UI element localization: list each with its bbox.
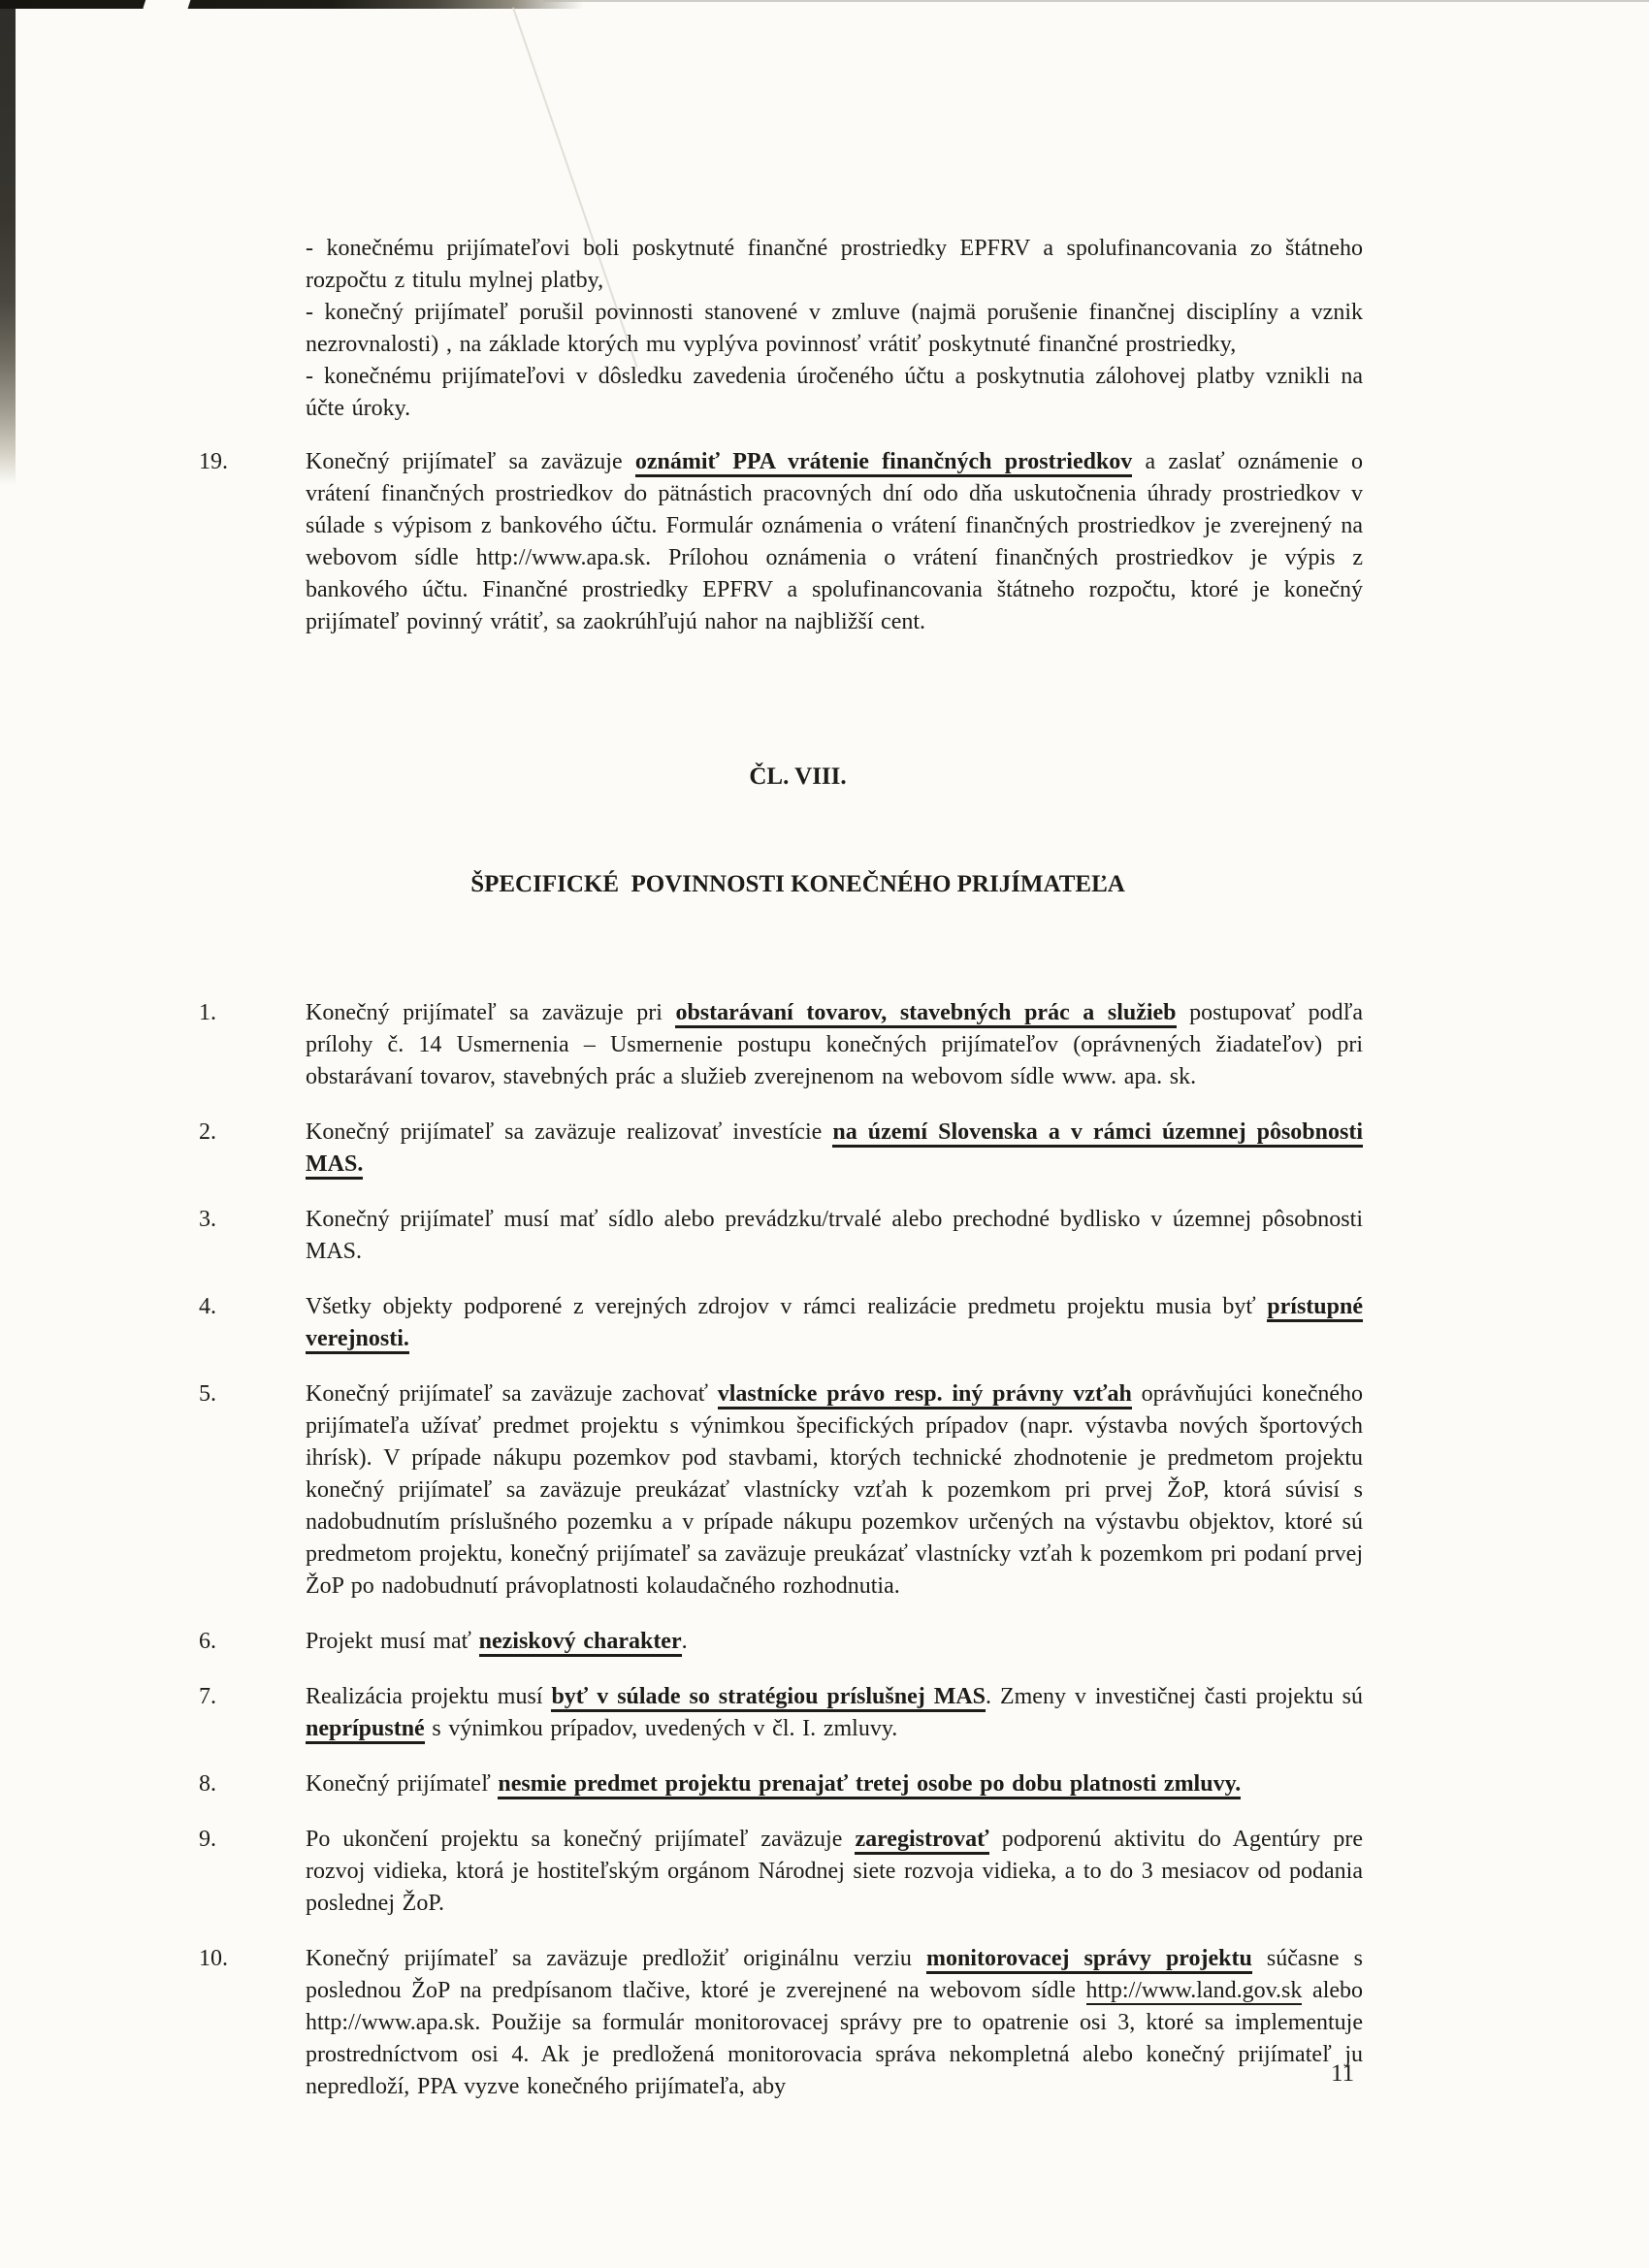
item-text <box>306 1204 1363 1268</box>
item-number: 5. <box>199 1381 216 1407</box>
text-segment: Konečný prijímateľ sa zaväzuje realizovať investície <box>306 1119 833 1145</box>
text-segment: alebo http://www.apa.sk. Použije sa formulár monitorovacej správy pre to opatrenie osi 3, ktoré sa implementuje prostredníctvom osi 4. Ak je predložená monitorovacia správa nekompletná alebo konečný prijímateľ ju nepredloží, PPA vyzve konečného prijímateľa, aby <box>306 1978 1364 2099</box>
list-item-10 <box>199 1943 1363 2103</box>
text-segment: obstarávaní tovarov, stavebných prác a služieb <box>675 1000 1176 1028</box>
item-text <box>306 1824 1363 1920</box>
text-segment: byť v súlade so stratégiou príslušnej MAS <box>551 1684 986 1712</box>
text-segment: s výnimkou prípadov, uvedených v čl. I. zmluvy. <box>424 1716 898 1741</box>
page-number: 11 <box>1331 2060 1355 2087</box>
text-segment: súčasne s poslednou ŽoP na predpísanom tlačive, ktoré je zverejnené na webovom sídle <box>306 1946 1363 2003</box>
item-text <box>306 446 1363 638</box>
list-item-19 <box>199 446 1363 638</box>
list-item-2 <box>199 1117 1363 1181</box>
list-item-3 <box>199 1204 1363 1268</box>
item-number: 8. <box>199 1771 216 1797</box>
text-segment: Projekt musí mať <box>306 1629 479 1654</box>
list-item-1 <box>199 997 1363 1093</box>
item-text <box>306 1768 1363 1800</box>
text-segment: oprávňujúci konečného prijímateľa užívať predmet projektu s výnimkou špecifických prípadov (napr. výstavba nových športových ihrísk). V prípade nákupu pozemkov pod stavbami, ktorých technické zhodnotenie je predmetom projektu konečný prijímateľ sa zaväzuje preukázať vlastnícky vzťah k pozemkom pri prvej ŽoP, ktorá súvisí s nadobudnutím príslušného pozemku a v prípade nákupu pozemkov určených na výstavbu objektov, ktoré sú predmetom projektu, konečný prijímateľ sa zaväzuje preukázať vlastnícky vzťah k pozemkom pri podaní prvej ŽoP po nadobudnutí právoplatnosti kolaudačného rozhodnutia. <box>306 1381 1363 1599</box>
document-body <box>199 233 1363 2126</box>
text-segment: - konečný prijímateľ porušil povinnosti stanovené v zmluve (najmä porušenie finančnej disciplíny a vznik nezrovnalosti) , na základe ktorých mu vyplýva povinnosť vrátiť poskytnuté finančné prostriedky, <box>306 300 1363 357</box>
item-text <box>306 1117 1363 1181</box>
item-text <box>306 997 1363 1093</box>
text-segment: Konečný prijímateľ sa zaväzuje predložiť originálnu verziu <box>306 1946 926 1971</box>
text-segment: nesmie predmet projektu prenajať tretej osobe po dobu platnosti zmluvy. <box>498 1771 1241 1799</box>
text-segment: vlastnícke právo resp. iný právny vzťah <box>718 1381 1132 1409</box>
item-number: 19. <box>199 449 228 474</box>
item-number: 3. <box>199 1207 216 1232</box>
paragraph-dash-3 <box>306 361 1363 425</box>
text-segment: - konečnému prijímateľovi boli poskytnuté finančné prostriedky EPFRV a spolufinancovania zo štátneho rozpočtu z titulu mylnej platby, <box>306 236 1363 293</box>
article-number-heading: ČL. VIII. <box>749 763 847 790</box>
list-item-9 <box>199 1824 1363 1920</box>
text-segment: na území Slovenska a v rámci územnej pôsobnosti MAS. <box>306 1119 1363 1180</box>
item-text <box>306 1943 1363 2103</box>
paragraph-dash-1 <box>306 233 1363 297</box>
item-number: 9. <box>199 1827 216 1852</box>
item-text <box>306 1681 1363 1745</box>
text-segment: - konečnému prijímateľovi v dôsledku zavedenia úročeného účtu a poskytnutia zálohovej platby vznikli na účte úroky. <box>306 364 1363 421</box>
section-heading <box>233 687 1363 974</box>
text-segment: . Zmeny v investičnej časti projektu sú <box>986 1684 1363 1709</box>
text-segment: podporenú aktivitu do Agentúry pre rozvoj vidieka, ktorá je hostiteľským orgánom Národnej siete rozvoja vidieka, a to do 3 mesiacov od podania poslednej ŽoP. <box>306 1827 1363 1916</box>
list-item-5 <box>199 1378 1363 1603</box>
text-segment: a zaslať oznámenie o vrátení finančných prostriedkov do pätnástich pracovných dní odo dňa uskutočnenia úhrady prostriedkov v súlade s výpisom z bankového účtu. Formulár oznámenia o vrátení finančných prostriedkov je zverejnený na webovom sídle http://www.apa.sk. Prílohou oznámenia o vrátení finančných prostriedkov je výpis z bankového účtu. Finančné prostriedky EPFRV a spolufinancovania štátneho rozpočtu, ktoré je konečný prijímateľ povinný vrátiť, sa zaokrúhľujú nahor na najbližší cent. <box>306 449 1363 634</box>
text-segment: . <box>681 1629 688 1654</box>
item-number: 6. <box>199 1629 216 1654</box>
item-number: 10. <box>199 1946 228 1971</box>
list-item-7 <box>199 1681 1363 1745</box>
list-item-4 <box>199 1291 1363 1355</box>
text-segment: monitorovacej správy projektu <box>926 1946 1252 1974</box>
text-segment: Konečný prijímateľ sa zaväzuje <box>306 449 635 474</box>
scan-top-edge-line <box>543 0 1649 2</box>
item-number: 4. <box>199 1294 216 1319</box>
text-segment: prístupné verejnosti. <box>306 1294 1363 1354</box>
item-text <box>306 1626 1363 1658</box>
text-segment: Všetky objekty podporené z verejných zdrojov v rámci realizácie predmetu projektu musia byť <box>306 1294 1268 1319</box>
item-number: 1. <box>199 1000 216 1025</box>
text-segment: zaregistrovať <box>855 1827 988 1855</box>
item-text <box>306 1378 1363 1603</box>
text-segment: oznámiť PPA vrátenie finančných prostriedkov <box>635 449 1132 477</box>
text-segment: Po ukončení projektu sa konečný prijímateľ zaväzuje <box>306 1827 856 1852</box>
item-number: 7. <box>199 1684 216 1709</box>
text-segment: postupovať podľa prílohy č. 14 Usmernenia – Usmernenie postupu konečných prijímateľov (oprávnených žiadateľov) pri obstarávaní tovarov, stavebných prác a služieb zverejnenom na webovom sídle www. apa. sk. <box>306 1000 1363 1089</box>
article-title-heading: ŠPECIFICKÉ POVINNOSTI KONEČNÉHO PRIJÍMATEĽA <box>470 871 1125 897</box>
text-segment: Konečný prijímateľ sa zaväzuje zachovať <box>306 1381 718 1407</box>
scan-corner-fold <box>143 0 190 21</box>
scan-edge-left-band <box>0 0 16 485</box>
text-segment: http://www.land.gov.sk <box>1085 1978 1303 2003</box>
item-text <box>306 1291 1363 1355</box>
paragraph-dash-2 <box>306 297 1363 361</box>
text-segment: Realizácia projektu musí <box>306 1684 552 1709</box>
text-segment: neprípustné <box>306 1716 425 1744</box>
text-segment: Konečný prijímateľ musí mať sídlo alebo prevádzku/trvalé alebo prechodné bydlisko v územnej pôsobnosti MAS. <box>306 1207 1363 1264</box>
item-number: 2. <box>199 1119 216 1145</box>
text-segment: neziskový charakter <box>479 1629 682 1657</box>
dash-list-block <box>306 233 1363 425</box>
list-item-6 <box>199 1626 1363 1658</box>
text-segment: Konečný prijímateľ sa zaväzuje pri <box>306 1000 676 1025</box>
list-item-8 <box>199 1768 1363 1800</box>
text-segment: Konečný prijímateľ <box>306 1771 499 1797</box>
